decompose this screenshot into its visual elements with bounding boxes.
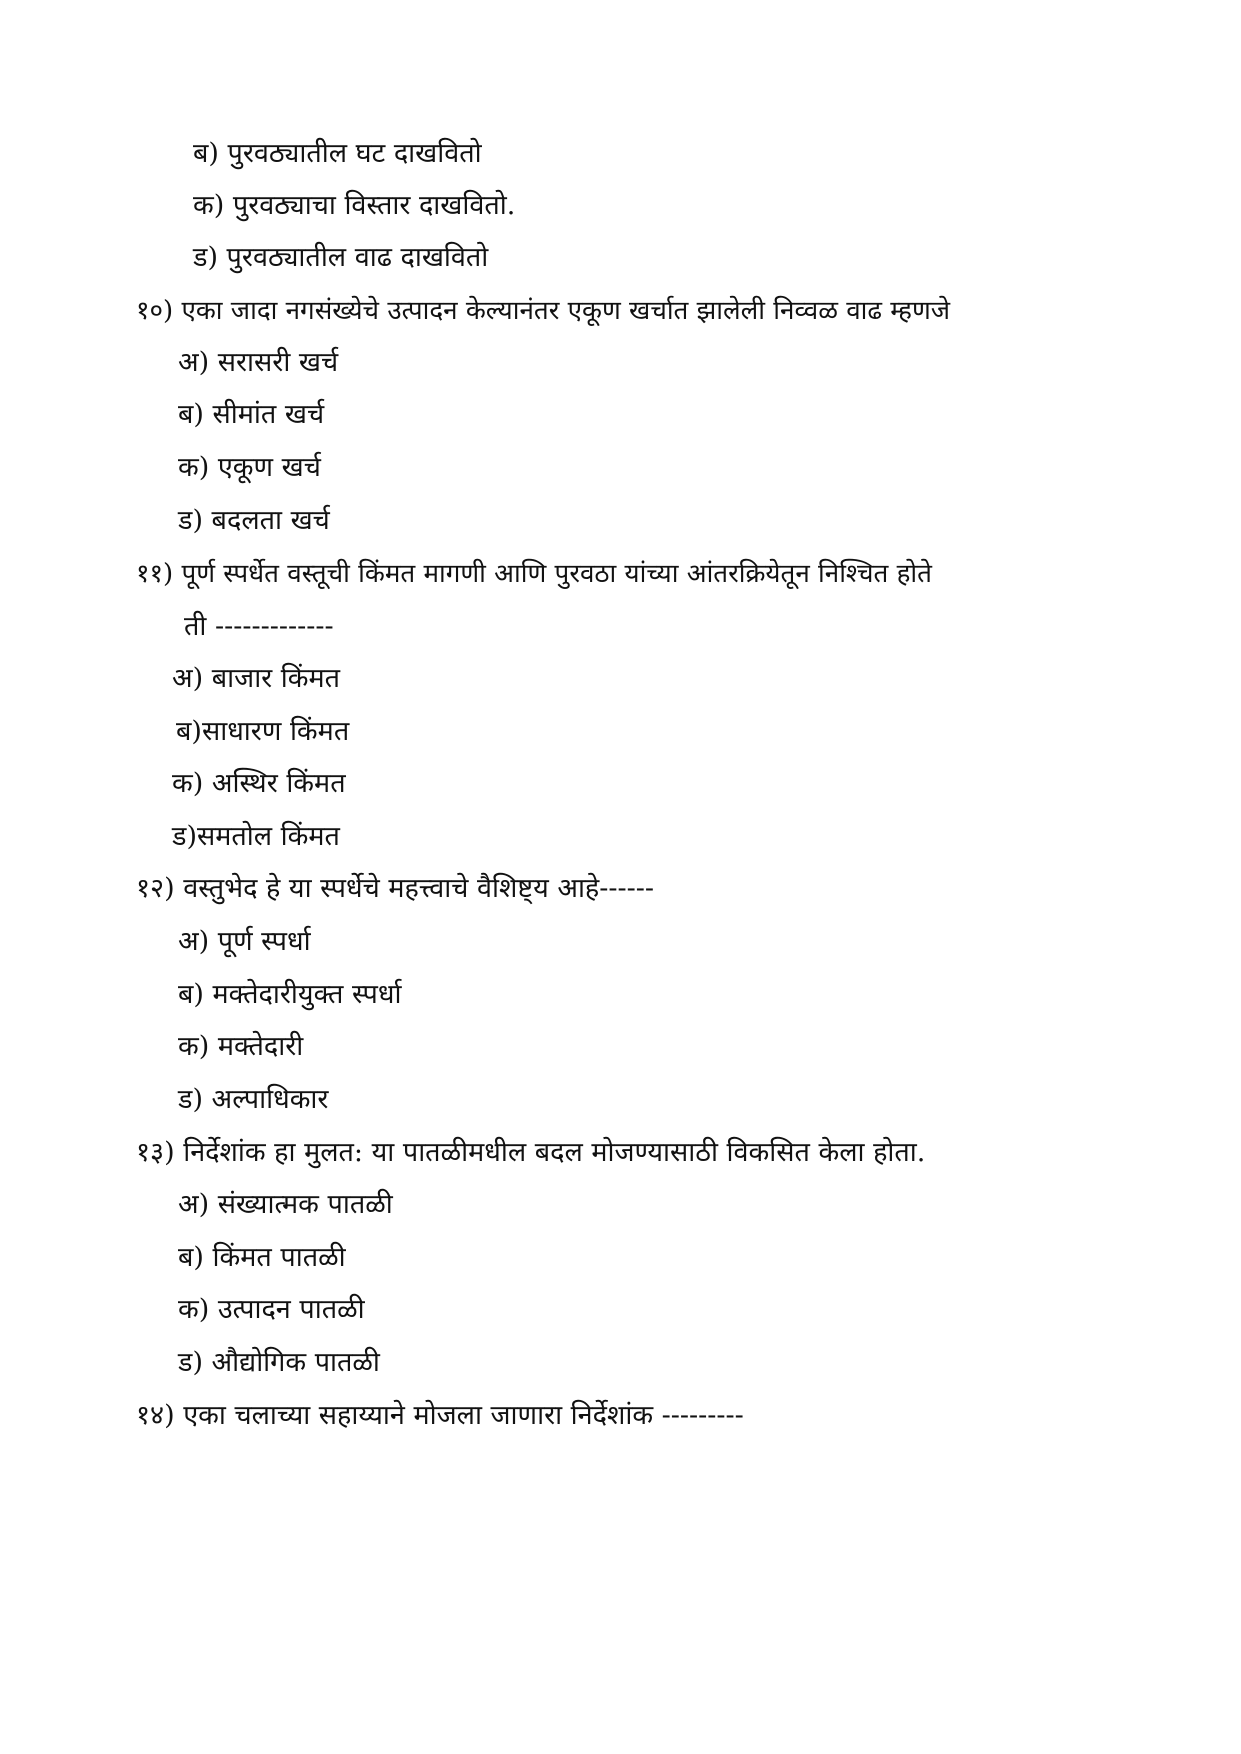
option-line: क) मक्तेदारी: [178, 1031, 304, 1062]
option-line: ड) औद्योगिक पातळी: [178, 1347, 380, 1378]
option-line: ब)साधारण किंमत: [176, 716, 350, 747]
option-line: अ) संख्यात्मक पातळी: [178, 1189, 393, 1220]
option-line: अ) सरासरी खर्च: [178, 347, 339, 378]
question-11: ११) पूर्ण स्पर्धेत वस्तूची किंमत मागणी आणि पुरवठा यांच्या आंतरक्रियेतून निश्चित होते: [136, 559, 932, 589]
option-line: क) पुरवठ्याचा विस्तार दाखवितो.: [193, 190, 516, 221]
option-line: ड) बदलता खर्च: [178, 505, 330, 536]
option-line: ड) अल्पाधिकार: [178, 1084, 329, 1115]
option-line: अ) पूर्ण स्पर्धा: [178, 926, 311, 957]
option-line: क) अस्थिर किंमत: [172, 768, 346, 799]
question-13: १३) निर्देशांक हा मुलत: या पातळीमधील बदल मोजण्यासाठी विकसित केला होता.: [136, 1137, 926, 1168]
option-line: अ) बाजार किंमत: [172, 663, 341, 694]
option-line: ब) किंमत पातळी: [178, 1242, 346, 1273]
option-line: ब) पुरवठ्यातील घट दाखवितो: [193, 138, 482, 169]
question-12: १२) वस्तुभेद हे या स्पर्धेचे महत्त्वाचे वैशिष्ट्य आहे------: [136, 873, 655, 904]
question-11-continuation: ती -------------: [184, 611, 334, 642]
question-10: १०) एका जादा नगसंख्येचे उत्पादन केल्यानंतर एकूण खर्चात झालेली निव्वळ वाढ म्हणजे: [136, 296, 951, 326]
option-line: ड)समतोल किंमत: [172, 821, 340, 852]
option-line: ड) पुरवठ्यातील वाढ दाखवितो: [193, 242, 489, 273]
option-line: क) एकूण खर्च: [178, 452, 321, 483]
option-line: क) उत्पादन पातळी: [178, 1294, 365, 1325]
option-line: ब) मक्तेदारीयुक्त स्पर्धा: [178, 979, 402, 1010]
option-line: ब) सीमांत खर्च: [178, 399, 325, 430]
question-14: १४) एका चलाच्या सहाय्याने मोजला जाणारा निर्देशांक ---------: [136, 1400, 744, 1431]
